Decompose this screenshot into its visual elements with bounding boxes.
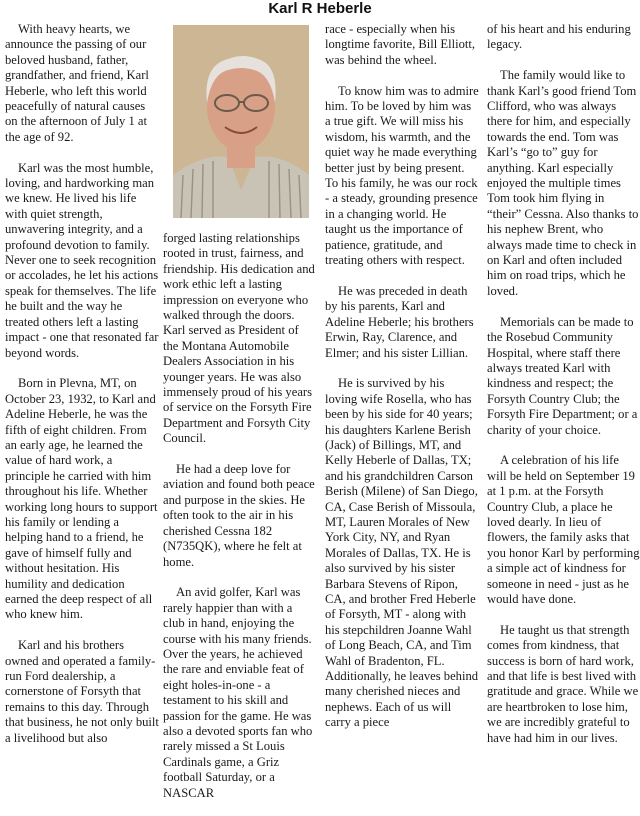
paragraph-survived: He is survived by his loving wife Rosella, who has been by his side for 40 years; his daughters Karlene Berish (Jack) of Billings, MT, and Kelly Heberle of Dallas, TX; and his grandchildren Carson Berish (Milene) of San Diego, CA, Case Berish of Missoula, MT, Lauren Morales of New York City, NY, and Ryan Morales of Dallas, TX. He is also survived by his sister Barbara Stevens of Ripon, CA, and brother Fred Heberle of Forsyth, MT - along with his stepchildren Joanne Wahl of Long Beach, CA, and Tim Wahl of Bradenton, FL. Additionally, he leaves behind many cherished nieces and nephews. Each of us will carry a piece	[325, 376, 479, 730]
paragraph-business-cont: forged lasting relationships rooted in trust, fairness, and friendship. His dedication and work ethic left a lasting impression on everyone who walked through the doors. Karl served as President of the Montana Automobile Dealers Association in his younger years. He was also immensely proud of his years of service on the Forsyth Fire Department and Forsyth City Council.	[163, 231, 315, 446]
paragraph-announcement: With heavy hearts, we announce the passing of our beloved husband, father, grandfather, and friend, Karl Heberle, who left this world peacefully of natural causes on the afternoon of July 1 at the age of 92.	[5, 22, 149, 144]
page-title: Karl R Heberle	[268, 0, 372, 17]
paragraph-survived-cont: of his heart and his enduring legacy.	[487, 22, 631, 52]
column-3	[325, 22, 479, 746]
paragraph-business: Karl and his brothers owned and operated a family-run Ford dealership, a cornerstone of Forsyth that remains to this day. Through that business, he not only built a livelihood but also	[5, 638, 159, 745]
paragraph-tribute: To know him was to admire him. To be loved by him was a true gift. We will miss his wisdom, his warmth, and the quiet way he made everything better just by being present. To his family, he was our rock - a steady, grounding presence in a changing world. He taught us the importance of patience, gratitude, and treating others with respect.	[325, 83, 479, 268]
column-2	[163, 231, 317, 816]
paragraph-early-life: Born in Plevna, MT, on October 23, 1932, to Karl and Adeline Heberle, he was the fifth of eight children. From an early age, he learned the value of hard work, a principle he carried with him throughout his life. Whether working long hours to support his family or lending a helping hand to a friend, he gave of himself fully and without hesitation. His humility and dedication earned the deep respect of all who knew him.	[5, 376, 158, 622]
paragraph-preceded: He was preceded in death by his parents, Karl and Adeline Heberle; his brothers Erwin, Ray, Clarence, and Elmer; and his sister Lillian.	[325, 283, 474, 360]
column-4	[487, 22, 640, 761]
paragraph-character: Karl was the most humble, loving, and hardworking man we knew. He lived his life with quiet strength, unwavering integrity, and a profound devotion to family. Never one to seek recognition or accolades, he let his actions speak for themselves. The life he built and the way he treated others left a lasting impact - one that resonated far beyond words.	[5, 160, 159, 360]
portrait-illustration	[173, 25, 309, 218]
paragraph-memorials: Memorials can be made to the Rosebud Community Hospital, where staff there always treated Karl with kindness and respect; the Forsyth Country Club; the Forsyth Fire Department; or a charity of your choice.	[487, 314, 638, 437]
column-1	[5, 22, 159, 761]
paragraph-thanks: The family would like to thank Karl’s good friend Tom Clifford, who was always there for him, and especially towards the end. Tom was Karl’s “go to” guy for anything. Karl especially enjoyed the multiple times Tom took him flying in “their” Cessna. Also thanks to his nephew Brent, who always made time to check in on Karl and often included him on road trips, which he loved.	[487, 68, 639, 298]
paragraph-closing: He taught us that strength comes from kindness, that success is born of hard work, and that life is best lived with gratitude and grace. While we are heartbroken to lose him, we are incredibly grateful to have had him in our lives.	[487, 622, 639, 745]
portrait-photo	[173, 25, 309, 218]
paragraph-celebration: A celebration of his life will be held on September 19 at 1 p.m. at the Forsyth Country Club, a place he loved dearly. In lieu of flowers, the family asks that you honor Karl by performing a simple act of kindness for someone in need - just as he would have done.	[487, 453, 640, 606]
paragraph-aviation: He had a deep love for aviation and found both peace and purpose in the skies. He often took to the air in his cherished Cessna 182 (N735QK), where he felt at home.	[163, 462, 315, 569]
paragraph-golf-cont: race - especially when his longtime favorite, Bill Elliott, was behind the wheel.	[325, 22, 476, 67]
paragraph-golf: An avid golfer, Karl was rarely happier than with a club in hand, enjoying the course with his many friends. Over the years, he achieved the rare and enviable feat of eight holes-in-one - a testament to his skill and passion for the game. He was also a devoted sports fan who rarely missed a St Louis Cardinals game, a Griz football Saturday, or a NASCAR	[163, 585, 313, 800]
